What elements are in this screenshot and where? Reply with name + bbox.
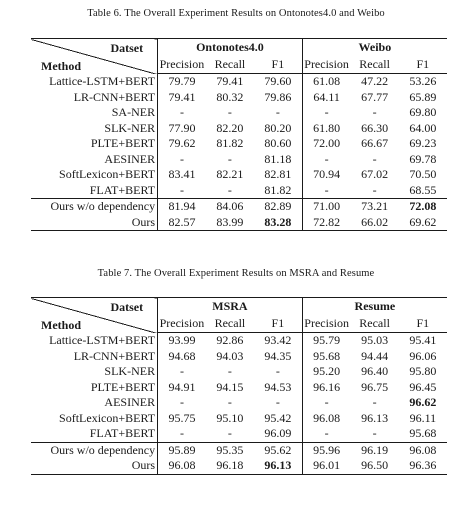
result-cell: 61.80: [313, 120, 341, 135]
result-cell: -: [227, 364, 232, 378]
table6-baseline-rows: [31, 74, 447, 199]
table-row: [31, 152, 447, 168]
result-cell: 94.68: [168, 348, 196, 363]
result-cell: 95.41: [409, 333, 437, 347]
method-name: FLAT+BERT: [31, 183, 158, 199]
method-name: Lattice-LSTM+BERT: [31, 74, 158, 90]
result-cell: 79.62: [168, 136, 196, 150]
result-cell: 96.75: [361, 379, 389, 394]
result-cell: 94.53: [254, 380, 302, 396]
table-row: [31, 121, 447, 137]
method-name: Ours: [31, 458, 158, 474]
table7-diagonal-header: [31, 298, 158, 333]
result-cell: 81.82: [254, 183, 302, 199]
result-cell: 82.89: [254, 199, 302, 215]
result-cell: 94.15: [216, 379, 244, 394]
result-cell: 47.22: [361, 74, 389, 88]
result-cell: -: [324, 426, 329, 440]
result-cell: 70.50: [409, 167, 437, 181]
result-cell: 94.44: [361, 348, 389, 363]
table7-header-row-1: [31, 298, 447, 316]
result-cell: 70.94: [313, 167, 341, 181]
table-row: [31, 395, 447, 411]
result-cell: -: [254, 395, 302, 411]
method-name: Ours w/o dependency: [31, 199, 158, 215]
result-cell: 94.91: [168, 379, 196, 394]
col-header: Precision: [302, 56, 350, 74]
table-row: [31, 380, 447, 396]
result-cell: 95.89: [158, 442, 206, 458]
result-cell: 95.03: [361, 333, 389, 347]
group-title-weibo: Weibo: [302, 39, 447, 57]
result-cell: 95.62: [254, 442, 302, 458]
result-cell: 80.20: [254, 121, 302, 137]
result-cell: 61.08: [313, 74, 341, 88]
table7: [31, 297, 447, 475]
table-row: [31, 349, 447, 365]
ours-row: [31, 199, 447, 215]
result-cell: 92.86: [216, 333, 244, 347]
table6-ours-rows: [31, 199, 447, 231]
col-header: F1: [254, 315, 302, 333]
result-cell: -: [372, 395, 377, 409]
group-title-msra: MSRA: [158, 298, 303, 316]
result-cell: 71.00: [302, 199, 350, 215]
result-cell: 66.30: [361, 120, 389, 135]
group-title-resume: Resume: [302, 298, 447, 316]
result-cell: -: [179, 105, 184, 119]
result-cell: -: [324, 182, 329, 197]
method-name: PLTE+BERT: [31, 380, 158, 396]
col-header: Recall: [206, 56, 254, 74]
result-cell: -: [227, 105, 232, 119]
table7-ours-rows: [31, 442, 447, 474]
result-cell: 77.90: [168, 120, 196, 135]
result-cell: 95.20: [313, 364, 341, 378]
col-header: F1: [399, 56, 447, 74]
result-cell: 66.67: [361, 136, 389, 150]
result-cell: 83.99: [206, 215, 254, 231]
result-cell: -: [324, 105, 329, 119]
result-cell: -: [254, 105, 302, 121]
result-cell: 96.08: [313, 410, 341, 425]
result-cell: 79.60: [254, 74, 302, 90]
method-name: SLK-NER: [31, 364, 158, 380]
result-cell: 96.08: [399, 442, 447, 458]
result-cell: 94.03: [216, 348, 244, 363]
table-row: [31, 426, 447, 442]
method-name: Ours: [31, 215, 158, 231]
result-cell: -: [372, 151, 377, 166]
result-cell: 69.23: [409, 136, 437, 150]
table-row: [31, 74, 447, 90]
result-cell: -: [179, 395, 184, 409]
table-row: [31, 183, 447, 199]
result-cell: 79.86: [254, 90, 302, 106]
result-cell: 81.82: [216, 136, 244, 150]
result-cell: 80.60: [254, 136, 302, 152]
table6-diagonal-header: [31, 39, 158, 74]
result-cell: 96.13: [254, 458, 302, 474]
result-cell: 80.32: [216, 89, 244, 104]
result-cell: -: [324, 151, 329, 166]
result-cell: 95.79: [313, 333, 341, 347]
result-cell: -: [227, 151, 232, 166]
result-cell: 83.41: [168, 167, 196, 181]
method-name: SoftLexicon+BERT: [31, 411, 158, 427]
result-cell: 64.00: [409, 120, 437, 135]
table6-caption: Table 6. The Overall Experiment Results on Ontonotes4.0 and Weibo: [87, 8, 385, 19]
result-cell: 67.02: [361, 167, 389, 181]
col-header: Recall: [350, 56, 398, 74]
method-name: Lattice-LSTM+BERT: [31, 333, 158, 349]
result-cell: 96.08: [158, 458, 206, 474]
table-row: [31, 136, 447, 152]
result-cell: 79.41: [216, 74, 244, 88]
result-cell: 81.94: [158, 199, 206, 215]
result-cell: 69.80: [409, 105, 437, 119]
result-cell: 72.82: [302, 215, 350, 231]
result-cell: 95.80: [409, 364, 437, 378]
table7-caption: Table 7. The Overall Experiment Results on MSRA and Resume: [97, 268, 375, 279]
table7-baseline-rows: [31, 333, 447, 443]
result-cell: -: [372, 182, 377, 197]
result-cell: 79.41: [168, 89, 196, 104]
result-cell: 81.18: [254, 152, 302, 168]
result-cell: 96.06: [409, 348, 437, 363]
result-cell: 96.09: [254, 426, 302, 442]
method-label: Method: [41, 58, 81, 73]
col-header: Recall: [206, 315, 254, 333]
result-cell: 73.21: [350, 199, 398, 215]
result-cell: -: [372, 426, 377, 440]
result-cell: 82.81: [254, 167, 302, 183]
result-cell: 69.78: [409, 151, 437, 166]
result-cell: -: [324, 395, 329, 409]
result-cell: 96.18: [206, 458, 254, 474]
table6-header-row-1: [31, 39, 447, 57]
col-header: Precision: [302, 315, 350, 333]
col-header: Precision: [158, 56, 206, 74]
method-name: AESINER: [31, 152, 158, 168]
method-name: Ours w/o dependency: [31, 442, 158, 458]
method-name: PLTE+BERT: [31, 136, 158, 152]
table-row: [31, 105, 447, 121]
method-name: AESINER: [31, 395, 158, 411]
ours-row: [31, 215, 447, 231]
result-cell: 53.26: [409, 74, 437, 88]
result-cell: 95.68: [313, 348, 341, 363]
result-cell: -: [179, 151, 184, 166]
result-cell: -: [227, 182, 232, 197]
result-cell: -: [179, 182, 184, 197]
result-cell: 95.75: [168, 410, 196, 425]
method-name: SLK-NER: [31, 121, 158, 137]
ours-row: [31, 442, 447, 458]
result-cell: 95.10: [216, 410, 244, 425]
table-row: [31, 167, 447, 183]
result-cell: 72.08: [399, 199, 447, 215]
result-cell: -: [372, 105, 377, 119]
result-cell: 95.35: [206, 442, 254, 458]
result-cell: 79.79: [168, 74, 196, 88]
table-row: [31, 411, 447, 427]
result-cell: 72.00: [313, 136, 341, 150]
result-cell: 96.40: [361, 364, 389, 378]
result-cell: 66.02: [350, 215, 398, 231]
result-cell: 96.62: [409, 395, 437, 409]
result-cell: -: [227, 395, 232, 409]
table-row: [31, 364, 447, 380]
result-cell: 96.45: [409, 379, 437, 394]
col-header: Recall: [350, 315, 398, 333]
result-cell: 96.36: [399, 458, 447, 474]
result-cell: 93.99: [168, 333, 196, 347]
result-cell: 82.20: [216, 120, 244, 135]
result-cell: 95.42: [254, 411, 302, 427]
method-name: LR-CNN+BERT: [31, 349, 158, 365]
method-name: FLAT+BERT: [31, 426, 158, 442]
result-cell: 83.28: [254, 215, 302, 231]
method-name: SoftLexicon+BERT: [31, 167, 158, 183]
method-name: LR-CNN+BERT: [31, 90, 158, 106]
dataset-label: Datset: [110, 300, 144, 314]
result-cell: 95.96: [302, 442, 350, 458]
method-label: Method: [41, 317, 81, 332]
result-cell: 96.11: [409, 410, 437, 425]
ours-row: [31, 458, 447, 474]
table-row: [31, 90, 447, 106]
col-header: Precision: [158, 315, 206, 333]
result-cell: -: [179, 426, 184, 440]
group-title-ontonotes: Ontonotes4.0: [158, 39, 303, 57]
result-cell: 64.11: [313, 89, 340, 104]
result-cell: 96.01: [302, 458, 350, 474]
result-cell: 96.19: [350, 442, 398, 458]
result-cell: 93.42: [254, 333, 302, 349]
result-cell: -: [254, 364, 302, 380]
result-cell: 68.55: [409, 182, 437, 197]
result-cell: 96.13: [361, 410, 389, 425]
result-cell: -: [227, 426, 232, 440]
result-cell: 84.06: [206, 199, 254, 215]
result-cell: 96.50: [350, 458, 398, 474]
col-header: F1: [399, 315, 447, 333]
method-name: SA-NER: [31, 105, 158, 121]
result-cell: 82.21: [216, 167, 244, 181]
result-cell: 69.62: [399, 215, 447, 231]
table6: [31, 38, 447, 231]
result-cell: 96.16: [313, 379, 341, 394]
result-cell: -: [179, 364, 184, 378]
result-cell: 82.57: [158, 215, 206, 231]
table-row: [31, 333, 447, 349]
result-cell: 65.89: [409, 89, 437, 104]
result-cell: 95.68: [409, 426, 437, 440]
result-cell: 94.35: [254, 349, 302, 365]
result-cell: 67.77: [361, 89, 389, 104]
dataset-label: Datset: [110, 41, 144, 55]
col-header: F1: [254, 56, 302, 74]
